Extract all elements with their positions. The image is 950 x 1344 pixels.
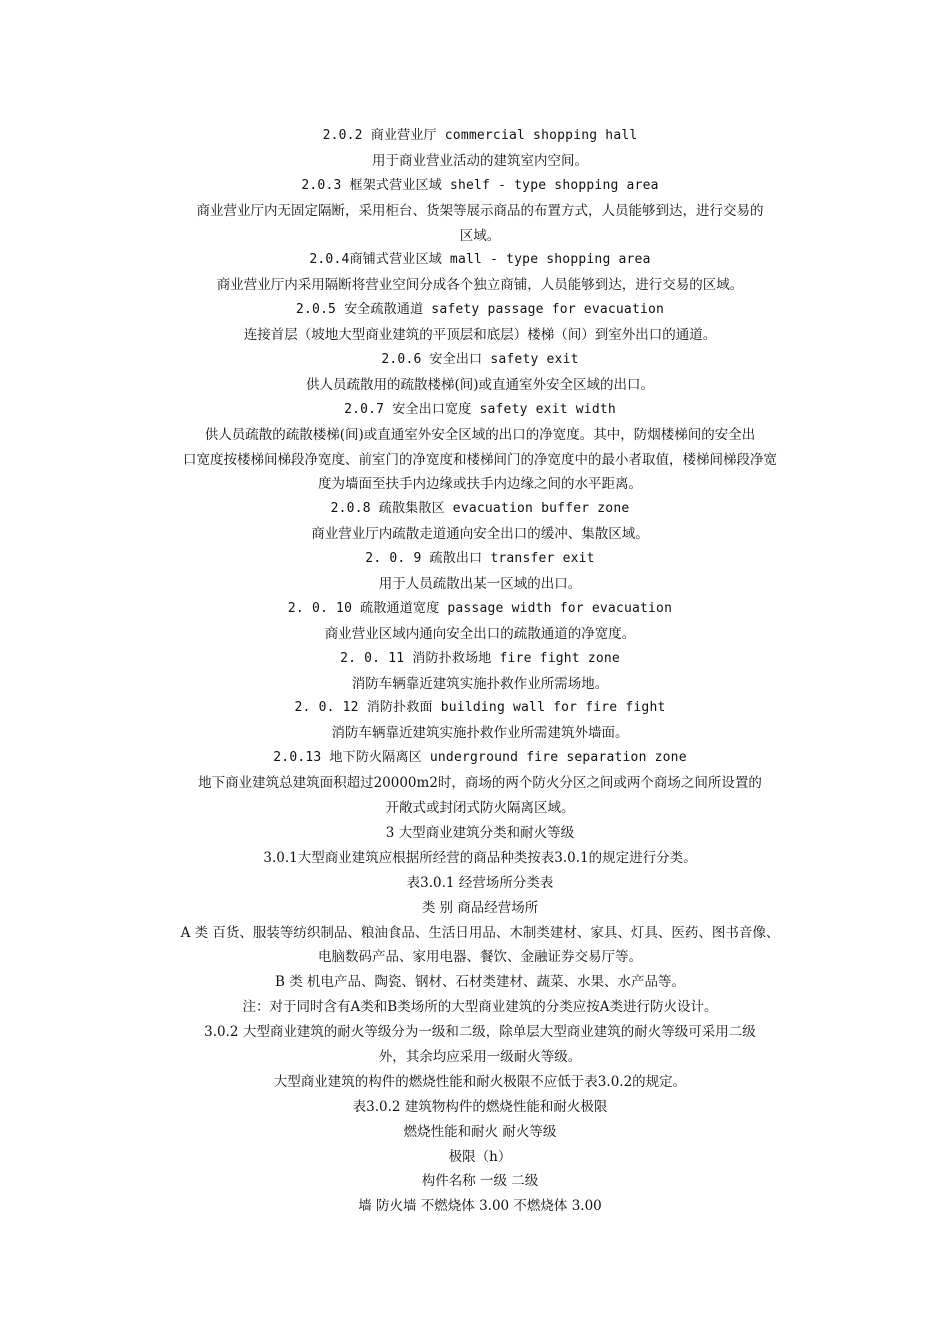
clause-2-0-3-text-1: 商业营业厅内无固定隔断，采用柜台、货架等展示商品的布置方式，人员能够到达，进行交易的 xyxy=(196,202,764,219)
clause-2-0-7-text-3: 度为墙面至扶手内边缘或扶手内边缘之间的水平距离。 xyxy=(318,476,642,493)
clause-2-0-13-heading: 2.0.13 地下防火隔离区 underground fire separation zone xyxy=(273,750,687,766)
clause-2-0-6-text: 供人员疏散用的疏散楼梯(间)或直通室外安全区域的出口。 xyxy=(305,376,655,393)
clause-2-0-13-text-1: 地下商业建筑总建筑面积超过20000m2时，商场的两个防火分区之间或两个商场之间所设置的 xyxy=(198,775,762,792)
clause-2-0-9-text: 用于人员疏散出某一区域的出口。 xyxy=(378,576,582,593)
clause-2-0-3-heading: 2.0.3 框架式营业区域 shelf - type shopping area xyxy=(301,177,659,193)
clause-2-0-11-text: 消防车辆靠近建筑实施扑救作业所需场地。 xyxy=(351,675,609,692)
clause-3-0-1-text: 3.0.1大型商业建筑应根据所经营的商品种类按表3.0.1的规定进行分类。 xyxy=(263,849,697,866)
table-3-0-2-caption: 表3.0.2 建筑物构件的燃烧性能和耐火极限 xyxy=(352,1098,608,1115)
table-3-0-1-caption: 表3.0.1 经营场所分类表 xyxy=(406,874,554,891)
clause-2-0-6-heading: 2.0.6 安全出口 safety exit xyxy=(381,352,579,368)
clause-3-0-2-text-1: 3.0.2 大型商业建筑的耐火等级分为一级和二级，除单层大型商业建筑的耐火等级可采用二级 xyxy=(204,1024,756,1041)
table-3-0-1-note: 注：对于同时含有A类和B类场所的大型商业建筑的分类应按A类进行防火设计。 xyxy=(242,999,718,1016)
clause-2-0-12-heading: 2. 0. 12 消防扑救面 building wall for fire fight xyxy=(294,700,666,716)
clause-2-0-5-text: 连接首层（坡地大型商业建筑的平顶层和底层）楼梯（间）到室外出口的通道。 xyxy=(243,327,717,344)
clause-3-0-2-text-3: 大型商业建筑的构件的燃烧性能和耐火极限不应低于表3.0.2的规定。 xyxy=(273,1073,687,1090)
table-3-0-2-header-1: 燃烧性能和耐火 耐火等级 xyxy=(403,1123,557,1140)
clause-2-0-8-text: 商业营业厅内疏散走道通向安全出口的缓冲、集散区域。 xyxy=(311,526,649,543)
clause-2-0-3-text-2: 区域。 xyxy=(459,227,501,244)
table-3-0-1-header: 类 别 商品经营场所 xyxy=(421,899,539,916)
table-3-0-2-header-2: 极限（h） xyxy=(448,1148,512,1165)
clause-2-0-4-text: 商业营业厅内采用隔断将营业空间分成各个独立商铺，人员能够到达，进行交易的区域。 xyxy=(216,277,744,294)
table-3-0-1-row-b: B 类 机电产品、陶瓷、钢材、石材类建材、蔬菜、水果、水产品等。 xyxy=(274,974,685,991)
section-3-title: 3 大型商业建筑分类和耐火等级 xyxy=(385,824,575,841)
table-3-0-1-row-a-1: A 类 百货、服装等纺织制品、粮油食品、生活日用品、木制类建材、家具、灯具、医药、图书音像、 xyxy=(180,924,780,941)
clause-2-0-7-text-2: 口宽度按楼梯间梯段净宽度、前室门的净宽度和楼梯间门的净宽度中的最小者取值，楼梯间梯段净宽 xyxy=(183,451,777,468)
clause-3-0-2-text-2: 外，其余均应采用一级耐火等级。 xyxy=(378,1048,582,1065)
clause-2-0-4-heading: 2.0.4商铺式营业区域 mall - type shopping area xyxy=(309,252,651,268)
clause-2-0-13-text-2: 开敞式或封闭式防火隔离区域。 xyxy=(385,800,575,817)
table-3-0-2-header-3: 构件名称 一级 二级 xyxy=(421,1173,539,1190)
table-3-0-2-row-fire-wall: 墙 防火墙 不燃烧体 3.00 不燃烧体 3.00 xyxy=(358,1198,602,1215)
clause-2-0-2-text: 用于商业营业活动的建筑室内空间。 xyxy=(372,152,588,169)
clause-2-0-8-heading: 2.0.8 疏散集散区 evacuation buffer zone xyxy=(330,501,630,517)
clause-2-0-7-heading: 2.0.7 安全出口宽度 safety exit width xyxy=(344,401,616,417)
clause-2-0-2-heading: 2.0.2 商业营业厅 commercial shopping hall xyxy=(322,128,638,143)
clause-2-0-9-heading: 2. 0. 9 疏散出口 transfer exit xyxy=(365,551,595,567)
clause-2-0-5-heading: 2.0.5 安全疏散通道 safety passage for evacuation xyxy=(295,302,665,318)
table-3-0-1-row-a-2: 电脑数码产品、家用电器、餐饮、金融证券交易厅等。 xyxy=(318,949,642,966)
clause-2-0-12-text: 消防车辆靠近建筑实施扑救作业所需建筑外墙面。 xyxy=(331,725,629,742)
clause-2-0-10-text: 商业营业区域内通向安全出口的疏散通道的净宽度。 xyxy=(324,625,636,642)
clause-2-0-10-heading: 2. 0. 10 疏散通道宽度 passage width for evacuation xyxy=(287,600,673,616)
document-page xyxy=(135,124,825,1219)
clause-2-0-11-heading: 2. 0. 11 消防扑救场地 fire fight zone xyxy=(340,650,620,666)
clause-2-0-7-text-1: 供人员疏散的疏散楼梯(间)或直通室外安全区域的出口的净宽度。其中，防烟楼梯间的安全出 xyxy=(204,426,756,443)
